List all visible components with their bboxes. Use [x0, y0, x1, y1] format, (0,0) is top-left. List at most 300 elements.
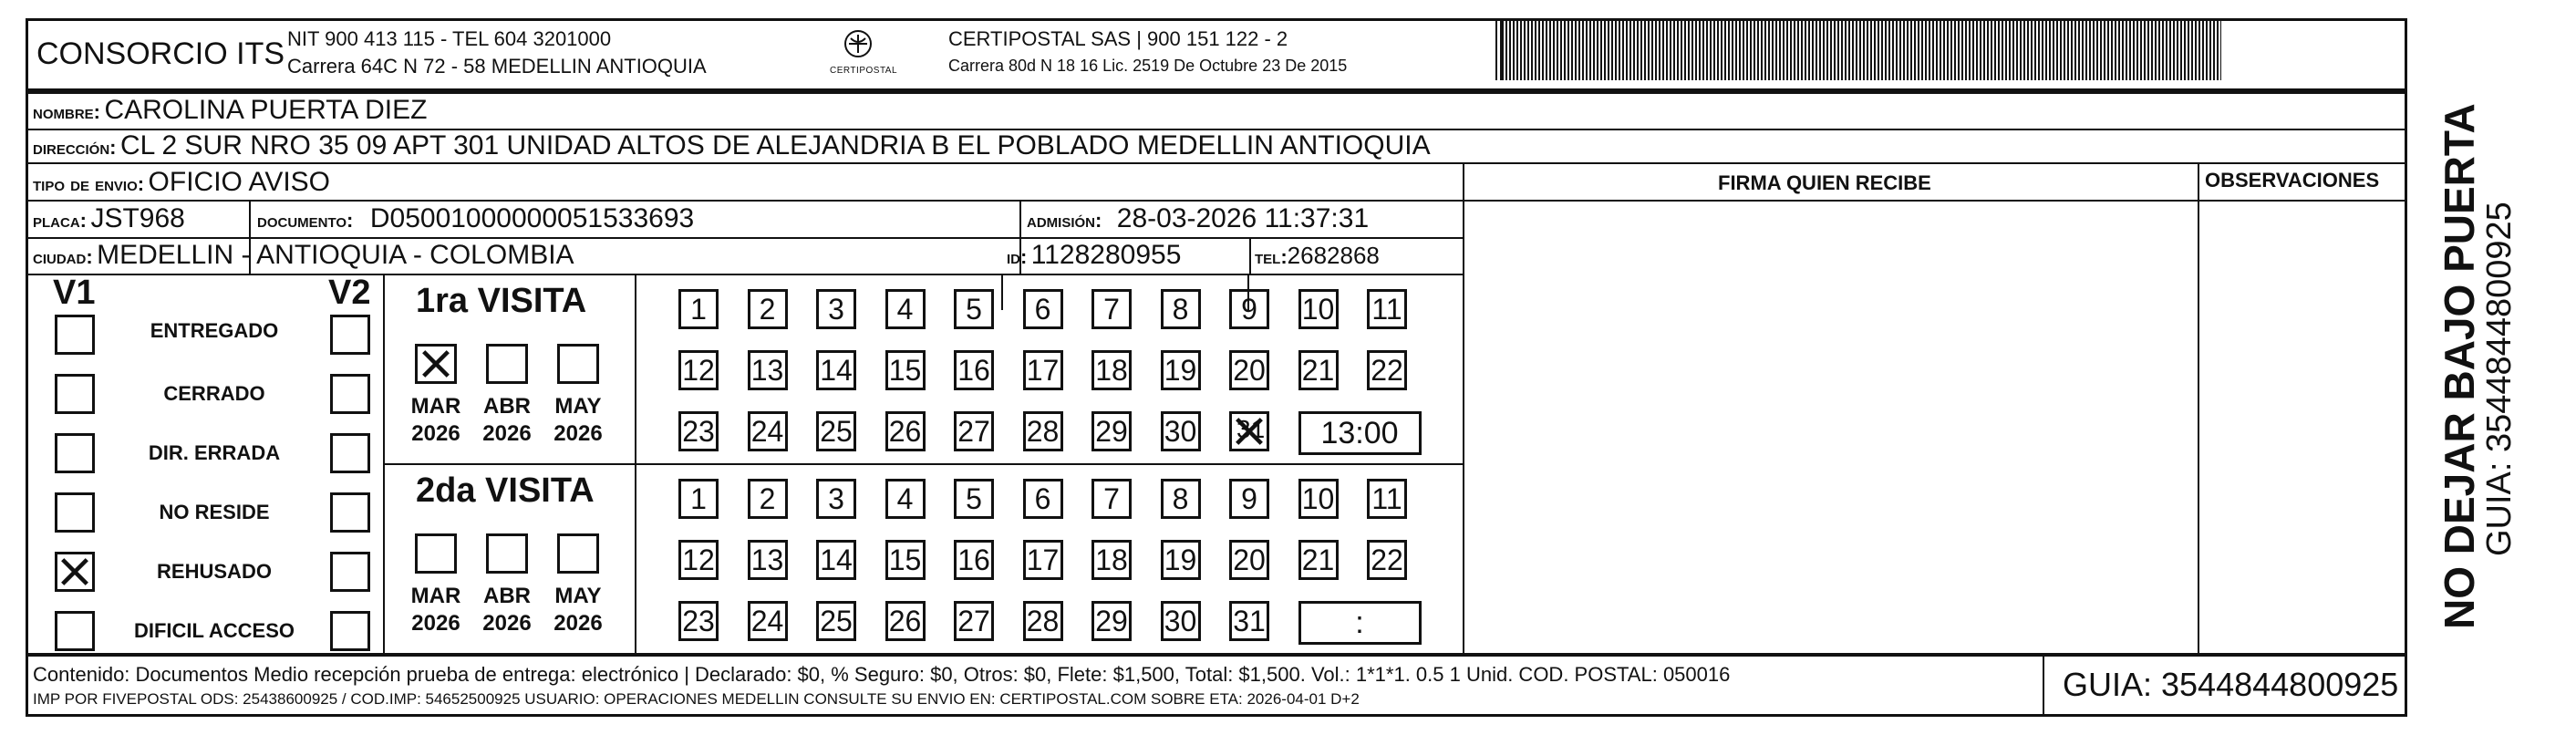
barcode-bar	[1629, 20, 1631, 80]
barcode-bar	[1571, 20, 1573, 80]
barcode-bar	[1943, 20, 1945, 80]
footer-contenido: Contenido: Documentos Medio recepción prueba de entrega: electrónico | Declarado: $0, % Seguro: $0, Otros: $0, Flete: $1,500, Total: $1,500. Vol.: 1*1*1. 0.5 1 Unid. COD. POSTAL: 050016	[33, 663, 1731, 686]
barcode-bar	[1994, 20, 1996, 80]
month-checkbox[interactable]	[486, 344, 528, 384]
status-v2-checkbox[interactable]	[330, 315, 370, 355]
barcode-bar	[1775, 20, 1777, 80]
day-checkbox[interactable]: 1	[678, 479, 719, 519]
row-divider	[26, 162, 2407, 164]
barcode-bar	[2147, 20, 2149, 80]
documento-value: D05001000000051533693	[369, 203, 695, 233]
barcode-bar	[2031, 20, 2033, 80]
status-label: REHUSADO	[157, 560, 272, 583]
barcode-bar	[1611, 20, 1613, 80]
barcode-bar	[2173, 20, 2175, 80]
barcode-bar	[2188, 20, 2189, 80]
day-checkbox[interactable]: 7	[1091, 479, 1132, 519]
barcode-bar	[1925, 20, 1927, 80]
barcode-bar	[1929, 20, 1930, 80]
barcode-bar	[2166, 20, 2167, 80]
barcode-bar	[2104, 20, 2105, 80]
day-checkbox[interactable]: 24	[748, 411, 788, 451]
barcode-bar	[2209, 20, 2211, 80]
no-dejar-bajo-puerta: NO DEJAR BAJO PUERTA	[2436, 103, 2483, 629]
time-field[interactable]: 13:00	[1298, 411, 1422, 455]
footer-guia: GUIA: 3544844800925	[2063, 666, 2399, 703]
barcode-bar	[1710, 20, 1712, 80]
observaciones-header: OBSERVACIONES	[2205, 169, 2380, 192]
documento-label: documento:	[257, 209, 354, 232]
day-checkbox[interactable]: 16	[954, 540, 994, 580]
day-checkbox[interactable]: 29	[1091, 411, 1132, 451]
barcode-bar	[2034, 20, 2036, 80]
ciudad-value: MEDELLIN - ANTIOQUIA - COLOMBIA	[97, 240, 574, 270]
barcode-bar	[1655, 20, 1657, 80]
tel-row	[1255, 242, 1380, 270]
day-checkbox[interactable]: 2	[748, 289, 788, 329]
barcode-bar	[1509, 20, 1511, 80]
barcode-bar	[1713, 20, 1715, 80]
barcode-bar	[2016, 20, 2018, 80]
status-label: NO RESIDE	[159, 501, 270, 523]
barcode-bar	[2184, 20, 2186, 80]
barcode-bar	[2071, 20, 2073, 80]
barcode-bar	[1739, 20, 1741, 80]
day-checkbox[interactable]: 21	[1298, 540, 1339, 580]
barcode-bar	[1987, 20, 1989, 80]
year-label: 2026	[482, 611, 532, 636]
day-checkbox[interactable]: 5	[954, 479, 994, 519]
barcode-bar	[1903, 20, 1905, 80]
status-label: CERRADO	[163, 382, 265, 405]
barcode-bar	[1980, 20, 1981, 80]
year-label: 2026	[411, 421, 460, 446]
barcode-bar	[1896, 20, 1898, 80]
day-checkbox[interactable]: 24	[748, 601, 788, 641]
barcode-bar	[1586, 20, 1588, 80]
month-label: ABR	[483, 394, 531, 419]
day-checkbox[interactable]: 27	[954, 601, 994, 641]
barcode-bar	[2049, 20, 2051, 80]
visit-title: 2da VISITA	[416, 471, 595, 510]
side-guia: GUIA: 3544844800925	[2480, 202, 2519, 556]
nombre-row	[33, 95, 427, 126]
barcode-bar	[1706, 20, 1708, 80]
barcode-bar	[1812, 20, 1814, 80]
barcode-bar	[1732, 20, 1733, 80]
barcode-bar	[1797, 20, 1799, 80]
barcode-bar	[1662, 20, 1664, 80]
barcode-bar	[1805, 20, 1806, 80]
status-v2-checkbox[interactable]	[330, 433, 370, 473]
barcode-bar	[2213, 20, 2215, 80]
barcode-bar	[1640, 20, 1642, 80]
barcode-bar	[1578, 20, 1580, 80]
status-label: ENTREGADO	[150, 319, 279, 342]
barcode-bar	[1823, 20, 1825, 80]
day-checkbox[interactable]: 26	[885, 411, 926, 451]
carrier-name: CERTIPOSTAL SAS | 900 151 122 - 2	[948, 27, 1288, 50]
barcode-bar	[1801, 20, 1803, 80]
status-v1-checkbox[interactable]	[55, 552, 95, 592]
barcode-bar	[1619, 20, 1620, 80]
barcode-bar	[2078, 20, 2080, 80]
barcode-bar	[2162, 20, 2164, 80]
day-checkbox[interactable]: 16	[954, 350, 994, 390]
barcode-bar	[2085, 20, 2087, 80]
direccion-value: CL 2 SUR NRO 35 09 APT 301 UNIDAD ALTOS DE ALEJANDRIA B EL POBLADO MEDELLIN ANTIOQUIA	[119, 130, 1431, 160]
barcode-bar	[1888, 20, 1890, 80]
carrier-address: Carrera 80d N 18 16 Lic. 2519 De Octubre 23 De 2015	[948, 57, 1348, 75]
day-checkbox[interactable]: 4	[885, 289, 926, 329]
barcode-bar	[2100, 20, 2102, 80]
barcode-bar	[1761, 20, 1763, 80]
barcode-bar	[1691, 20, 1693, 80]
day-checkbox[interactable]: 3	[816, 479, 856, 519]
day-checkbox[interactable]: 3	[816, 289, 856, 329]
status-v2-checkbox[interactable]	[330, 374, 370, 414]
barcode-bar	[1768, 20, 1770, 80]
day-checkbox[interactable]: 13	[748, 540, 788, 580]
barcode-bar	[1936, 20, 1938, 80]
status-v2-checkbox[interactable]	[330, 611, 370, 651]
status-v2-checkbox[interactable]	[330, 552, 370, 592]
day-checkbox[interactable]: 8	[1161, 479, 1201, 519]
admision-label: admisión:	[1027, 209, 1102, 232]
barcode-bar	[2005, 20, 2007, 80]
documento-row	[257, 203, 694, 234]
barcode-bar	[2060, 20, 2062, 80]
day-checkbox[interactable]: 9	[1229, 479, 1269, 519]
barcode-bar	[1615, 20, 1617, 80]
barcode	[1495, 20, 2225, 80]
barcode-bar	[1644, 20, 1646, 80]
month-checkbox[interactable]	[415, 533, 457, 574]
month-checkbox[interactable]	[415, 344, 457, 384]
barcode-bar	[1608, 20, 1609, 80]
barcode-bar	[1859, 20, 1861, 80]
month-checkbox[interactable]	[557, 533, 599, 574]
barcode-bar	[2067, 20, 2069, 80]
barcode-bar	[1495, 20, 1497, 80]
tel-label: tel:	[1255, 245, 1288, 268]
barcode-bar	[1553, 20, 1555, 80]
barcode-bar	[1961, 20, 1963, 80]
day-checkbox[interactable]: 29	[1091, 601, 1132, 641]
day-checkbox[interactable]: 8	[1161, 289, 1201, 329]
barcode-bar	[1651, 20, 1653, 80]
barcode-bar	[2115, 20, 2116, 80]
v1-label: V1	[53, 274, 96, 312]
day-checkbox[interactable]: 22	[1367, 350, 1407, 390]
barcode-bar	[2144, 20, 2146, 80]
barcode-bar	[1728, 20, 1730, 80]
barcode-bar	[1648, 20, 1650, 80]
day-checkbox[interactable]: 5	[954, 289, 994, 329]
barcode-bar	[1582, 20, 1584, 80]
barcode-bar	[2009, 20, 2011, 80]
barcode-bar	[1677, 20, 1679, 80]
day-checkbox[interactable]: 1	[678, 289, 719, 329]
status-v1-checkbox[interactable]	[55, 492, 95, 533]
day-checkbox[interactable]: 20	[1229, 350, 1269, 390]
status-v2-checkbox[interactable]	[330, 492, 370, 533]
barcode-bar	[2042, 20, 2043, 80]
row-divider	[1464, 200, 2407, 202]
barcode-bar	[2082, 20, 2084, 80]
barcode-bar	[1892, 20, 1894, 80]
month-checkbox[interactable]	[557, 344, 599, 384]
barcode-bar	[1972, 20, 1974, 80]
barcode-bar	[1816, 20, 1817, 80]
day-checkbox[interactable]: 18	[1091, 350, 1132, 390]
barcode-bar	[1881, 20, 1883, 80]
day-checkbox[interactable]: 25	[816, 601, 856, 641]
barcode-bar	[1513, 20, 1515, 80]
time-field[interactable]: :	[1298, 601, 1422, 645]
barcode-bar	[1794, 20, 1795, 80]
company-name: CONSORCIO ITS	[36, 36, 285, 71]
barcode-bar	[1535, 20, 1536, 80]
status-label: DIR. ERRADA	[148, 441, 281, 464]
day-checkbox[interactable]: 2	[748, 479, 788, 519]
barcode-bar	[1976, 20, 1978, 80]
day-checkbox[interactable]: 23	[678, 601, 719, 641]
day-checkbox[interactable]: 26	[885, 601, 926, 641]
day-checkbox[interactable]: 31	[1229, 601, 1269, 641]
barcode-bar	[1564, 20, 1566, 80]
barcode-bar	[1695, 20, 1697, 80]
barcode-bar	[1746, 20, 1748, 80]
day-checkbox[interactable]: 12	[678, 350, 719, 390]
barcode-bar	[2220, 20, 2221, 80]
day-checkbox[interactable]: 20	[1229, 540, 1269, 580]
day-checkbox[interactable]: 10	[1298, 479, 1339, 519]
status-v1-checkbox[interactable]	[55, 433, 95, 473]
barcode-bar	[2118, 20, 2120, 80]
v2-label: V2	[328, 274, 371, 312]
company-nit: NIT 900 413 115 - TEL 604 3201000	[287, 27, 612, 50]
barcode-bar	[1684, 20, 1686, 80]
barcode-bar	[2027, 20, 2029, 80]
barcode-bar	[1790, 20, 1792, 80]
barcode-bar	[2074, 20, 2076, 80]
barcode-bar	[2206, 20, 2208, 80]
id-label: id:	[1007, 245, 1028, 268]
barcode-bar	[2140, 20, 2142, 80]
visit-divider-h	[383, 463, 1464, 465]
day-checkbox[interactable]: 9	[1229, 289, 1269, 329]
barcode-bar	[1910, 20, 1912, 80]
day-checkbox[interactable]: 14	[816, 350, 856, 390]
barcode-bar	[2107, 20, 2109, 80]
day-checkbox[interactable]: 15	[885, 540, 926, 580]
day-checkbox[interactable]: 11	[1367, 479, 1407, 519]
day-checkbox[interactable]: 14	[816, 540, 856, 580]
barcode-bar	[1516, 20, 1518, 80]
barcode-bar	[2180, 20, 2182, 80]
barcode-bar	[1808, 20, 1810, 80]
barcode-bar	[1567, 20, 1569, 80]
day-checkbox[interactable]: 13	[748, 350, 788, 390]
barcode-bar	[2064, 20, 2065, 80]
barcode-bar	[1633, 20, 1635, 80]
barcode-bar	[1870, 20, 1872, 80]
barcode-bar	[1538, 20, 1540, 80]
status-v1-checkbox[interactable]	[55, 315, 95, 355]
barcode-bar	[1604, 20, 1606, 80]
day-checked-label: 31	[1236, 415, 1266, 443]
day-checkbox[interactable]: 21	[1298, 350, 1339, 390]
barcode-bar	[1724, 20, 1726, 80]
barcode-bar	[1622, 20, 1624, 80]
barcode-bar	[1702, 20, 1704, 80]
barcode-bar	[1921, 20, 1923, 80]
barcode-bar	[2045, 20, 2047, 80]
barcode-bar	[2111, 20, 2113, 80]
barcode-bar	[1991, 20, 1992, 80]
barcode-bar	[1575, 20, 1577, 80]
barcode-bar	[1998, 20, 2000, 80]
barcode-bar	[1600, 20, 1602, 80]
tel-value: 2682868	[1287, 242, 1380, 269]
footer-frame	[26, 653, 2407, 717]
day-checkbox[interactable]: 27	[954, 411, 994, 451]
barcode-bar	[1834, 20, 1836, 80]
direccion-row	[33, 130, 1431, 161]
barcode-bar	[1717, 20, 1719, 80]
day-checkbox[interactable]: 12	[678, 540, 719, 580]
x-mark-icon	[57, 554, 92, 589]
logo-text: CERTIPOSTAL	[830, 66, 898, 76]
footer-divider	[2043, 653, 2044, 717]
barcode-bar	[2012, 20, 2014, 80]
barcode-bar	[1527, 20, 1529, 80]
firma-header: FIRMA QUIEN RECIBE	[1718, 171, 1931, 194]
day-checkbox[interactable]: 17	[1023, 540, 1063, 580]
barcode-bar	[1764, 20, 1766, 80]
day-checkbox[interactable]: 19	[1161, 350, 1201, 390]
barcode-bar	[2129, 20, 2131, 80]
month-label: MAR	[410, 584, 461, 608]
barcode-bar	[2038, 20, 2040, 80]
day-checkbox[interactable]: 18	[1091, 540, 1132, 580]
barcode-bar	[1589, 20, 1591, 80]
barcode-bar	[1899, 20, 1901, 80]
barcode-bar	[2122, 20, 2124, 80]
day-checkbox[interactable]: 19	[1161, 540, 1201, 580]
barcode-bar	[1969, 20, 1971, 80]
day-checkbox[interactable]: 6	[1023, 289, 1063, 329]
month-label: MAY	[554, 394, 602, 419]
day-checkbox[interactable]: 28	[1023, 601, 1063, 641]
day-checkbox[interactable]: 25	[816, 411, 856, 451]
barcode-bar	[1721, 20, 1723, 80]
status-v1-checkbox[interactable]	[55, 611, 95, 651]
barcode-bar	[1670, 20, 1671, 80]
barcode-bar	[1940, 20, 1941, 80]
barcode-bar	[2195, 20, 2197, 80]
col-divider	[2198, 162, 2199, 655]
direccion-label: dirección:	[33, 136, 117, 159]
barcode-bar	[1666, 20, 1668, 80]
barcode-bar	[1819, 20, 1821, 80]
day-checkbox[interactable]: 23	[678, 411, 719, 451]
footer-imp: IMP POR FIVEPOSTAL ODS: 25438600925 / COD.IMP: 54652500925 USUARIO: OPERACIONES MEDELLIN CONSULTE SU ENVIO EN: CERTIPOSTAL.COM SOBRE ETA: 2026-04-01 D+2	[33, 690, 1360, 708]
barcode-bar	[1681, 20, 1682, 80]
barcode-bar	[1531, 20, 1533, 80]
barcode-bar	[1841, 20, 1843, 80]
barcode-bar	[1673, 20, 1675, 80]
row-divider	[26, 200, 1464, 202]
month-label: MAR	[410, 394, 461, 419]
id-row	[1007, 240, 1181, 271]
barcode-bar	[1597, 20, 1598, 80]
barcode-bar	[1878, 20, 1879, 80]
barcode-bar	[1659, 20, 1660, 80]
barcode-bar	[1786, 20, 1788, 80]
barcode-bar	[1524, 20, 1526, 80]
year-label: 2026	[553, 421, 603, 446]
day-checkbox[interactable]: 10	[1298, 289, 1339, 329]
status-v1-checkbox[interactable]	[55, 374, 95, 414]
barcode-bar	[2169, 20, 2171, 80]
barcode-bar	[1874, 20, 1876, 80]
day-checkbox[interactable]: 17	[1023, 350, 1063, 390]
day-checkbox[interactable]: 22	[1367, 540, 1407, 580]
barcode-bar	[1772, 20, 1774, 80]
barcode-bar	[1520, 20, 1522, 80]
barcode-bar	[2202, 20, 2204, 80]
day-checkbox[interactable]: 7	[1091, 289, 1132, 329]
barcode-bar	[1848, 20, 1850, 80]
day-checkbox[interactable]: 11	[1367, 289, 1407, 329]
barcode-graphic	[1495, 20, 2225, 80]
barcode-bar	[1546, 20, 1547, 80]
month-checkbox[interactable]	[486, 533, 528, 574]
barcode-bar	[1743, 20, 1744, 80]
day-checkbox[interactable]: 30	[1161, 601, 1201, 641]
barcode-bar	[1907, 20, 1909, 80]
col-divider	[1249, 237, 1251, 274]
barcode-bar	[2002, 20, 2003, 80]
barcode-bar	[2191, 20, 2193, 80]
tipo-label: tipo de envio:	[33, 172, 145, 195]
tipo-value: OFICIO AVISO	[148, 167, 331, 197]
day-checkbox[interactable]: 28	[1023, 411, 1063, 451]
col-divider	[1463, 162, 1464, 655]
ciudad-row	[33, 240, 574, 271]
barcode-bar	[2056, 20, 2058, 80]
company-address: Carrera 64C N 72 - 58 MEDELLIN ANTIOQUIA	[287, 55, 707, 78]
barcode-bar	[1830, 20, 1832, 80]
tipo-row	[33, 167, 330, 198]
col-divider	[249, 200, 251, 237]
barcode-bar	[2133, 20, 2135, 80]
barcode-bar	[2177, 20, 2178, 80]
barcode-bar	[2089, 20, 2091, 80]
barcode-bar	[1549, 20, 1551, 80]
placa-label: placa:	[33, 209, 87, 232]
barcode-bar	[1779, 20, 1781, 80]
barcode-bar	[1863, 20, 1865, 80]
barcode-bar	[1837, 20, 1839, 80]
day-checkbox[interactable]: 6	[1023, 479, 1063, 519]
admision-row	[1027, 203, 1369, 234]
day-checkbox[interactable]: 4	[885, 479, 926, 519]
day-checkbox[interactable]: 15	[885, 350, 926, 390]
day-checkbox[interactable]: 30	[1161, 411, 1201, 451]
